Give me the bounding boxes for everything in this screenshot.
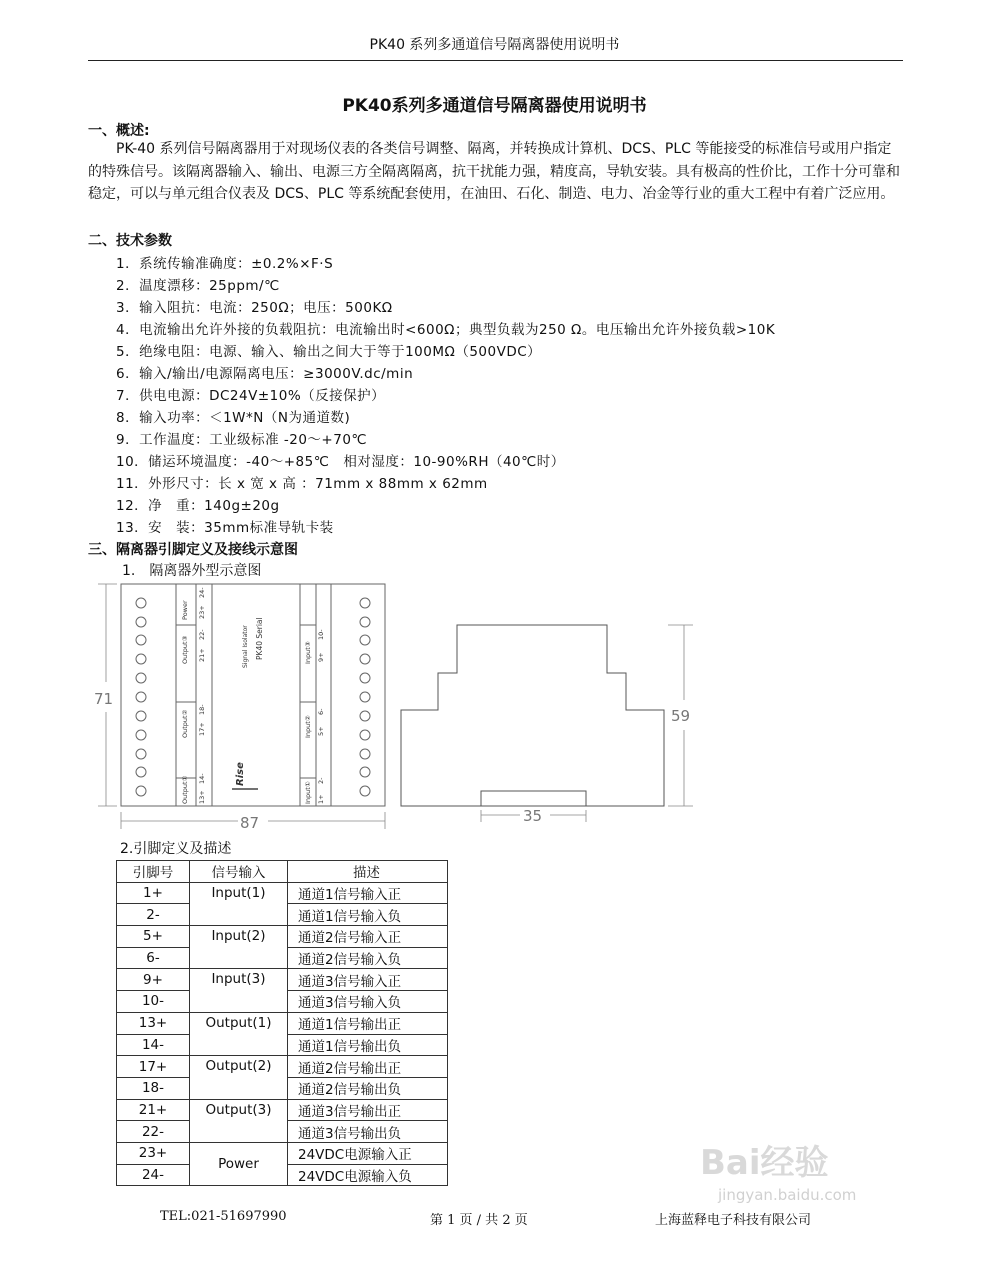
desc-cell: 24VDC电源输入正 bbox=[288, 1142, 448, 1164]
group-cell: Output(3) bbox=[190, 1099, 288, 1142]
desc-cell: 通道1信号输出负 bbox=[288, 1034, 448, 1056]
desc-cell: 通道1信号输入正 bbox=[288, 882, 448, 904]
overview-heading: 一、概述: bbox=[88, 123, 150, 139]
din-rail-clip bbox=[481, 791, 586, 806]
table-header-row bbox=[117, 861, 448, 883]
tech-heading: 二、技术参数 bbox=[88, 233, 172, 249]
pin-cell: 18- bbox=[117, 1077, 190, 1099]
desc-cell: 通道3信号输出正 bbox=[288, 1099, 448, 1121]
desc-cell: 通道2信号输出负 bbox=[288, 1077, 448, 1099]
column-header: 信号输入 bbox=[190, 861, 288, 883]
table-row bbox=[117, 1056, 448, 1078]
label-output3: Output③ bbox=[181, 635, 189, 664]
desc-cell: 通道2信号输入正 bbox=[288, 926, 448, 948]
spec-item: 8．输入功率：＜1W*N（N为通道数) bbox=[116, 410, 351, 426]
dim-height: 71 bbox=[94, 690, 114, 708]
spec-item: 6．输入/输出/电源隔离电压：≥3000V.dc/min bbox=[116, 366, 414, 382]
pin-cell: 6- bbox=[117, 947, 190, 969]
table-row bbox=[117, 1142, 448, 1164]
table-row bbox=[117, 882, 448, 904]
pin-cell: 13+ bbox=[117, 1012, 190, 1034]
desc-cell: 24VDC电源输入负 bbox=[288, 1164, 448, 1186]
pin-cell: 23+ bbox=[117, 1142, 190, 1164]
label-pin9: 9+ bbox=[317, 652, 325, 662]
overview-paragraph: PK-40 系列信号隔离器用于对现场仪表的各类信号调整、隔离，并转换成计算机、DCS、PLC 等能接受的标准信号或用户指定的特殊信号。该隔离器输入、输出、电源三方全隔离隔离，抗干扰能力强，精度高，导轨安装。具有极高的性价比，工作十分可靠和稳定，可以与单元组合仪表及 DCS、PLC 等系统配套使用，在油田、石化、制造、电力、冶金等行业的重大工程中有着广泛应用。 bbox=[88, 141, 900, 202]
group-cell: Input(3) bbox=[190, 969, 288, 1012]
spec-item: 3．输入阻抗：电流：250Ω；电压：500KΩ bbox=[116, 300, 393, 316]
label-power: Power bbox=[181, 600, 189, 620]
label-input3: Input③ bbox=[304, 641, 312, 664]
spec-item: 7．供电电源：DC24V±10%（反接保护） bbox=[116, 388, 386, 404]
pin-cell: 9+ bbox=[117, 969, 190, 991]
label-pin22: 22- bbox=[198, 629, 206, 640]
device-front-outline bbox=[121, 584, 385, 806]
group-cell: Input(1) bbox=[190, 882, 288, 925]
label-pin1: 1+ bbox=[317, 794, 325, 804]
pin-cell: 14- bbox=[117, 1034, 190, 1056]
spec-item: 2．温度漂移：25ppm/℃ bbox=[116, 278, 280, 294]
label-pin17: 17+ bbox=[198, 722, 206, 736]
group-cell: Output(2) bbox=[190, 1056, 288, 1099]
label-pin24: 24- bbox=[198, 587, 206, 598]
dim-rail-width: 35 bbox=[523, 807, 543, 825]
spec-item: 4．电流输出允许外接的负载阻抗：电流输出时<600Ω；典型负载为250 Ω。电压输出允许外接负载>10K bbox=[116, 322, 776, 338]
footer-page: 第 1 页 / 共 2 页 bbox=[430, 1213, 528, 1228]
table-row bbox=[117, 969, 448, 991]
label-pin23: 23+ bbox=[198, 605, 206, 619]
terminal-holes bbox=[136, 598, 370, 796]
column-header: 引脚号 bbox=[117, 861, 190, 883]
label-pin6: 6- bbox=[317, 708, 325, 715]
pin-cell: 5+ bbox=[117, 926, 190, 948]
table-row bbox=[117, 1012, 448, 1034]
dim-width: 87 bbox=[240, 814, 260, 832]
label-output1: Output① bbox=[181, 775, 189, 804]
pin-cell: 1+ bbox=[117, 882, 190, 904]
group-cell: Power bbox=[190, 1142, 288, 1185]
diagram-caption: 1. 隔离器外型示意图 bbox=[122, 563, 262, 579]
label-pin2: 2- bbox=[317, 777, 325, 784]
footer-tel: TEL:021-51697990 bbox=[160, 1209, 287, 1224]
running-header: PK40 系列多通道信号隔离器使用说明书 bbox=[369, 37, 620, 53]
brand-logo: Rise bbox=[235, 762, 246, 786]
spec-item: 13．安 装：35mm标准导轨卡装 bbox=[116, 520, 334, 536]
document-title: PK40系列多通道信号隔离器使用说明书 bbox=[342, 96, 647, 116]
desc-cell: 通道2信号输出正 bbox=[288, 1056, 448, 1078]
side-profile-outline bbox=[401, 625, 664, 806]
label-input2: Input② bbox=[304, 715, 312, 738]
pin-table-caption: 2.引脚定义及描述 bbox=[120, 841, 232, 857]
dim-profile-height: 59 bbox=[671, 707, 691, 725]
label-output2: Output② bbox=[181, 709, 189, 738]
device-text: Signal Isolator bbox=[242, 625, 249, 668]
label-pin18: 18- bbox=[198, 704, 206, 715]
column-header: 描述 bbox=[288, 861, 448, 883]
spec-item: 10．储运环境温度：-40～+85℃ 相对湿度：10-90%RH（40℃时） bbox=[116, 454, 565, 470]
spec-item: 5．绝缘电阻：电源、输入、输出之间大于等于100MΩ（500VDC） bbox=[116, 344, 542, 360]
pin-cell: 10- bbox=[117, 991, 190, 1013]
label-pin5: 5+ bbox=[317, 726, 325, 736]
label-pin21: 21+ bbox=[198, 648, 206, 662]
group-cell: Input(2) bbox=[190, 926, 288, 969]
pin-cell: 22- bbox=[117, 1121, 190, 1143]
spec-item: 1．系统传输准确度：±0.2%×F·S bbox=[116, 256, 334, 272]
footer-company: 上海蓝释电子科技有限公司 bbox=[655, 1213, 812, 1228]
label-pin13: 13+ bbox=[198, 790, 206, 804]
pin-cell: 24- bbox=[117, 1164, 190, 1186]
label-pin14: 14- bbox=[198, 773, 206, 784]
watermark-url: jingyan.baidu.com bbox=[718, 1186, 857, 1204]
table-row bbox=[117, 926, 448, 948]
spec-item: 12．净 重：140g±20g bbox=[116, 498, 280, 514]
watermark-brand: Bai经验 bbox=[700, 1143, 829, 1183]
table-row bbox=[117, 1099, 448, 1121]
label-input1: Input① bbox=[304, 781, 312, 804]
pin-cell: 21+ bbox=[117, 1099, 190, 1121]
pin-definition-table bbox=[116, 860, 448, 1186]
group-cell: Output(1) bbox=[190, 1012, 288, 1055]
spec-item: 9．工作温度：工业级标准 -20～+70℃ bbox=[116, 432, 368, 448]
desc-cell: 通道3信号输出负 bbox=[288, 1121, 448, 1143]
device-model: PK40 Serial bbox=[255, 617, 264, 660]
label-pin10: 10- bbox=[317, 629, 325, 640]
desc-cell: 通道3信号输入负 bbox=[288, 991, 448, 1013]
pin-cell: 2- bbox=[117, 904, 190, 926]
desc-cell: 通道2信号输入负 bbox=[288, 947, 448, 969]
desc-cell: 通道1信号输入负 bbox=[288, 904, 448, 926]
spec-item: 11．外形尺寸：长 x 宽 x 高 ：71mm x 88mm x 62mm bbox=[116, 476, 488, 492]
pin-heading: 三、隔离器引脚定义及接线示意图 bbox=[88, 542, 298, 558]
desc-cell: 通道3信号输入正 bbox=[288, 969, 448, 991]
pin-cell: 17+ bbox=[117, 1056, 190, 1078]
desc-cell: 通道1信号输出正 bbox=[288, 1012, 448, 1034]
baidu-watermark bbox=[700, 1135, 856, 1204]
